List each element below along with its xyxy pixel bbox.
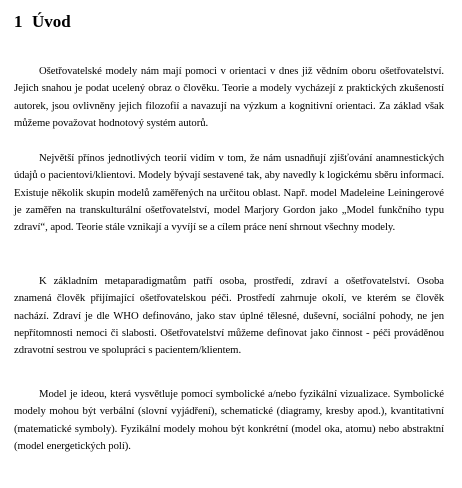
section-number: 1	[14, 12, 23, 31]
paragraph-benefits: Největší přínos jednotlivých teorií vidím v tom, že nám usnadňují zjišťování anamnestických údajů o pacientovi/klientovi. Modely bývají sestavené tak, aby navedly k logickému sběru informací. Existuje několik skupin modelů zaměřených na určitou oblast. Např. model Madeleine Leiningerové je zaměřen na transkulturální ošetřovatelství, model Marjory Gordon jako „Model funkčního typu zdraví“, apod. Teorie stále vznikají a vyvíjí se a cílem práce není shrnout všechny modely.	[14, 151, 444, 234]
section-title: Úvod	[32, 12, 71, 31]
paragraph-metaparadigms: K základním metaparadigmatům patří osoba, prostředí, zdraví a ošetřovatelství. Osoba znamená člověk přijímající ošetřovatelskou péči. Prostředí zahrnuje okolí, ve kterém se člověk nachází. Zdraví je dle WHO definováno, jako stav úplné tělesné, duševní, sociální pohody, ne jen nepřítomnosti nemoci či slabosti. Ošetřovatelství můžeme definovat jako činnost - péči prováděnou zdravotní sestrou ve spolupráci s pacientem/klientem.	[14, 274, 444, 357]
paragraph-model-definition: Model je ideou, která vysvětluje pomocí symbolické a/nebo fyzikální vizualizace. Symbolické modely mohou být verbální (slovní vyjádření), schematické (diagramy, kresby apod.), kvantitativní (matematické symboly). Fyzikální modely mohou být konkrétní (model oka, atomu) nebo abstraktní (model energetických polí).	[14, 387, 444, 452]
paragraph-intro: Ošetřovatelské modely nám mají pomoci v orientaci v dnes již vědním oboru ošetřovatelství. Jejich snahou je podat ucelený obraz o člověku. Teorie a modely vycházejí z praktických zkušeností autorek, jsou ovlivněny jejich filozofií a navazují na výzkum a kognitivní orientaci. Za základ však můžeme považovat hodnotový systém autorů.	[14, 64, 444, 129]
section-heading	[14, 12, 71, 32]
